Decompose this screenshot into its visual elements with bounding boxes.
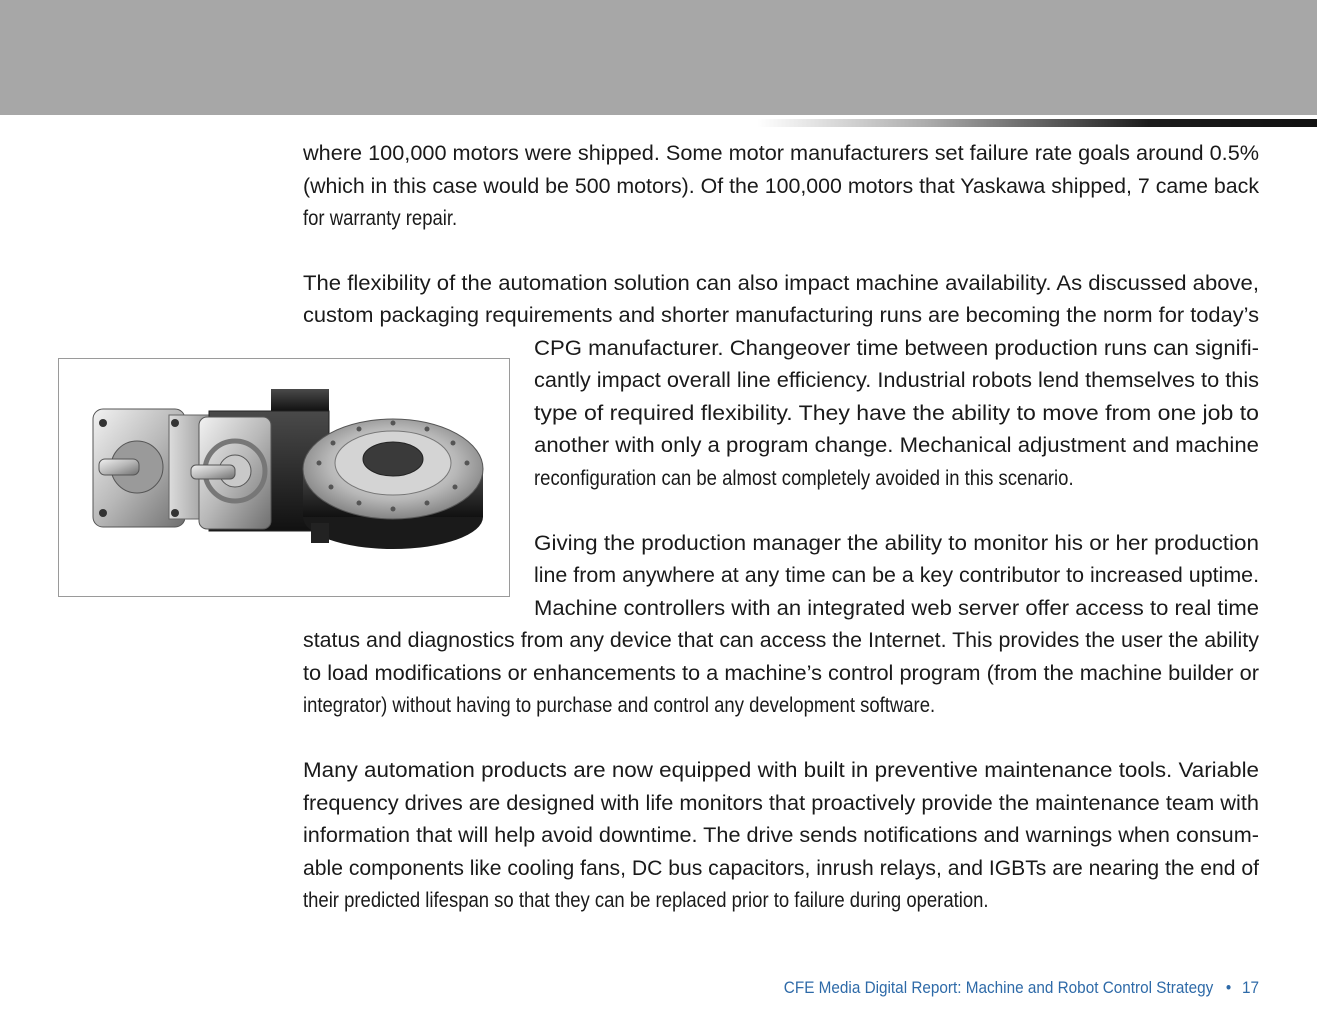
footer-title: CFE Media Digital Report: Machine and Robot Control Strategy — [783, 978, 1214, 997]
body-line: (which in this case would be 500 motors). Of the 100,000 motors that Yaskawa shipped, 7 came back — [303, 174, 1259, 198]
body-line: for warranty repair. — [303, 206, 458, 230]
body-line: The flexibility of the automation solution can also impact machine availability. As discussed above, — [303, 271, 1259, 295]
header-band — [0, 0, 1317, 115]
page-footer — [784, 978, 1259, 998]
body-line: reconfiguration can be almost completely avoided in this scenario. — [534, 466, 1074, 490]
body-line: able components like cooling fans, DC bus capacitors, inrush relays, and IGBTs are nearing the end of — [303, 856, 1259, 880]
body-line: their predicted lifespan so that they can be replaced prior to failure during operation. — [303, 888, 989, 912]
body-line: cantly impact overall line efficiency. Industrial robots lend themselves to this — [534, 368, 1259, 392]
figure-frame — [58, 358, 510, 597]
body-line: CPG manufacturer. Changeover time between production runs can signifi- — [534, 336, 1259, 360]
body-line: where 100,000 motors were shipped. Some motor manufacturers set failure rate goals around 0.5% — [303, 141, 1259, 165]
body-line: type of required flexibility. They have the ability to move from one job to — [534, 401, 1259, 425]
body-line: integrator) without having to purchase and control any development software. — [303, 693, 936, 717]
header-rule — [757, 119, 1317, 127]
body-line: Many automation products are now equipped with built in preventive maintenance tools. Variable — [303, 758, 1259, 782]
body-line: custom packaging requirements and shorter manufacturing runs are becoming the norm for today’s — [303, 303, 1259, 327]
footer-bullet: • — [1225, 978, 1232, 997]
body-line: to load modifications or enhancements to a machine’s control program (from the machine builder or — [303, 661, 1259, 685]
body-line: information that will help avoid downtime. The drive sends notifications and warnings when consum- — [303, 823, 1259, 847]
body-line: line from anywhere at any time can be a key contributor to increased uptime. — [534, 563, 1259, 587]
body-line: another with only a program change. Mechanical adjustment and machine — [534, 433, 1259, 457]
page-number: 17 — [1241, 978, 1259, 997]
body-line: status and diagnostics from any device that can access the Internet. This provides the user the ability — [303, 628, 1259, 652]
body-line: Machine controllers with an integrated web server offer access to real time — [534, 596, 1259, 620]
body-line: frequency drives are designed with life monitors that proactively provide the maintenance team with — [303, 791, 1259, 815]
body-line: Giving the production manager the ability to monitor his or her production — [534, 531, 1259, 555]
servo-motors-photo-icon — [59, 359, 509, 596]
